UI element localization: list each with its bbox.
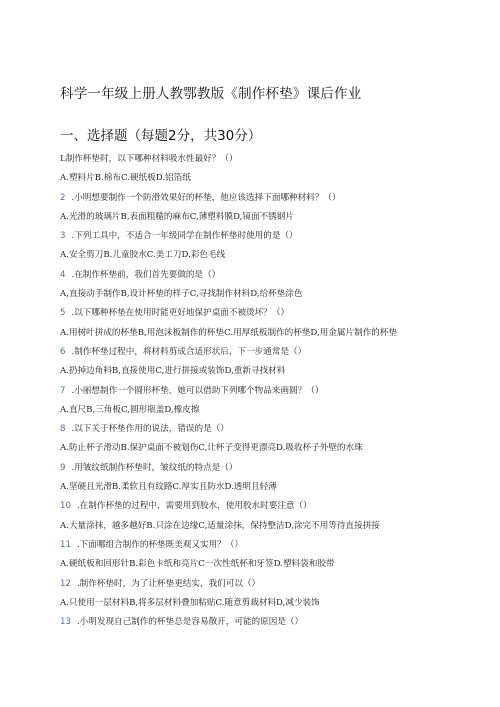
question-text: .以下关于杯垫作用的说法，错误的是（）	[71, 424, 229, 435]
question-stem	[60, 536, 490, 555]
question-text: .在制作杯垫前，我们首先要做的是（）	[71, 269, 221, 280]
options-text: A.扔掉边角料B,直接使用C,进行拼接或装饰D,重新寻找材料	[60, 366, 286, 377]
question-text: L制作杯垫时，以下哪种材料吸水性最好？（）	[60, 154, 238, 164]
question-stem	[60, 382, 490, 401]
document-title: 科学一年级上册人教鄂教版《制作杯垫》课后作业	[60, 86, 362, 102]
answer-options	[60, 362, 490, 381]
options-text: A.塑料片B.棉布C.硬纸板D.铝箔纸	[60, 173, 191, 184]
options-text: A.只使用一层材料B,将多层材料叠加粘贴C.随意剪裁材料D,减少装饰	[60, 597, 320, 608]
question-number: 11	[60, 539, 71, 550]
answer-options	[60, 324, 490, 343]
question-text: .下列工具中，不适合一年级同学在制作杯垫时使用的是（）	[71, 231, 298, 242]
answer-options	[60, 401, 490, 420]
question-stem	[60, 420, 490, 439]
question-number: 2	[60, 192, 66, 203]
options-text: A.直尺B,三角板C,圆形瓶盖D,橡皮擦	[60, 404, 200, 415]
section-heading: 一、选择题（每题2分，共30分）	[60, 128, 262, 144]
question-stem	[60, 189, 490, 208]
answer-options	[60, 439, 490, 458]
question-number: 5	[60, 308, 66, 319]
question-number: 10	[60, 501, 71, 512]
question-text: .制作杯垫过程中，将材料剪成合适形状后，下一步通常是（）	[71, 346, 307, 357]
question-number: 7	[60, 385, 66, 396]
options-text: A.防止杯子滑动B.保护桌面不被划伤C,让杯子变得更漂亮D.吸收杯子外壁的水珠	[60, 443, 363, 454]
question-stem	[60, 575, 490, 594]
question-stem	[60, 304, 490, 323]
options-text: A.大量涂抹，越多越好B.只涂在边缘C,适量涂抹，保持整洁D,涂完不用等待直接拼接	[60, 520, 380, 531]
answer-options	[60, 555, 490, 574]
answer-options	[60, 478, 490, 497]
question-number: 13	[60, 617, 71, 628]
options-text: A.光滑的玻璃片B,表面粗糙的麻布C,薄塑料膜D,镜面不锈钢片	[60, 211, 294, 222]
question-stem	[60, 343, 490, 362]
answer-options	[60, 208, 490, 227]
options-text: A.用树叶拼成的杯垫B,用泡沫板制作的杯垫C.用厚纸板制作的杯垫D,用金属片制作的杯垫	[60, 327, 398, 338]
question-stem	[60, 459, 490, 478]
question-number: 12	[60, 578, 71, 589]
question-text: .小明发现自己制作的杯垫总是容易散开，可能的原因是（）	[76, 617, 304, 628]
answer-options	[60, 246, 490, 265]
answer-options	[60, 594, 490, 613]
answer-options	[60, 517, 490, 536]
options-text: A.安全剪刀B.儿童胶水C.美工刀D.彩色毛线	[60, 250, 226, 261]
question-number: 8	[60, 424, 66, 435]
options-text: A.坚硬且光滑B.柔软且有纹路C.厚实且防水D.透明且轻薄	[60, 482, 277, 493]
question-text: .小丽想制作一个圆形杯垫，她可以借助下列哪个物品来画圆？（）	[71, 385, 324, 396]
answer-options	[60, 285, 490, 304]
question-list	[60, 150, 490, 632]
question-text: .小明想要制作一个防滑效果好的杯垫，他应该选择下面哪种材料？（）	[71, 192, 341, 203]
question-stem	[60, 266, 490, 285]
question-text: .下面哪组合制作的杯垫既美观又实用？（）	[76, 539, 243, 550]
question-number: 3	[60, 231, 66, 242]
question-text: .用皱纹纸制作杯垫时，皱纹纸的特点是（）	[71, 462, 238, 473]
question-number: 4	[60, 269, 66, 280]
options-text: A,直接动手制作B,设计杯垫的样子C,寻找制作材料D,给杯垫涂色	[60, 289, 303, 300]
options-text: A.硬纸板和回形针B.彩色卡纸和亮片C一次性纸杯和牙签D.塑料袋和胶带	[60, 559, 335, 570]
question-number: 9	[60, 462, 66, 473]
question-number: 6	[60, 346, 66, 357]
question-text: .制作杯垫时，为了让杯垫更结实，我们可以（）	[76, 578, 261, 589]
question-stem	[60, 227, 490, 246]
question-text: .以下哪种杯垫在使用时能更好地保护桌面不被烫坏？（）	[71, 308, 290, 319]
question-stem	[60, 150, 490, 169]
question-text: .在制作杯垫的过程中，需要用到胶水，使用胶水时要注意（）	[76, 501, 312, 512]
question-stem	[60, 497, 490, 516]
answer-options	[60, 169, 490, 188]
question-stem	[60, 613, 490, 632]
